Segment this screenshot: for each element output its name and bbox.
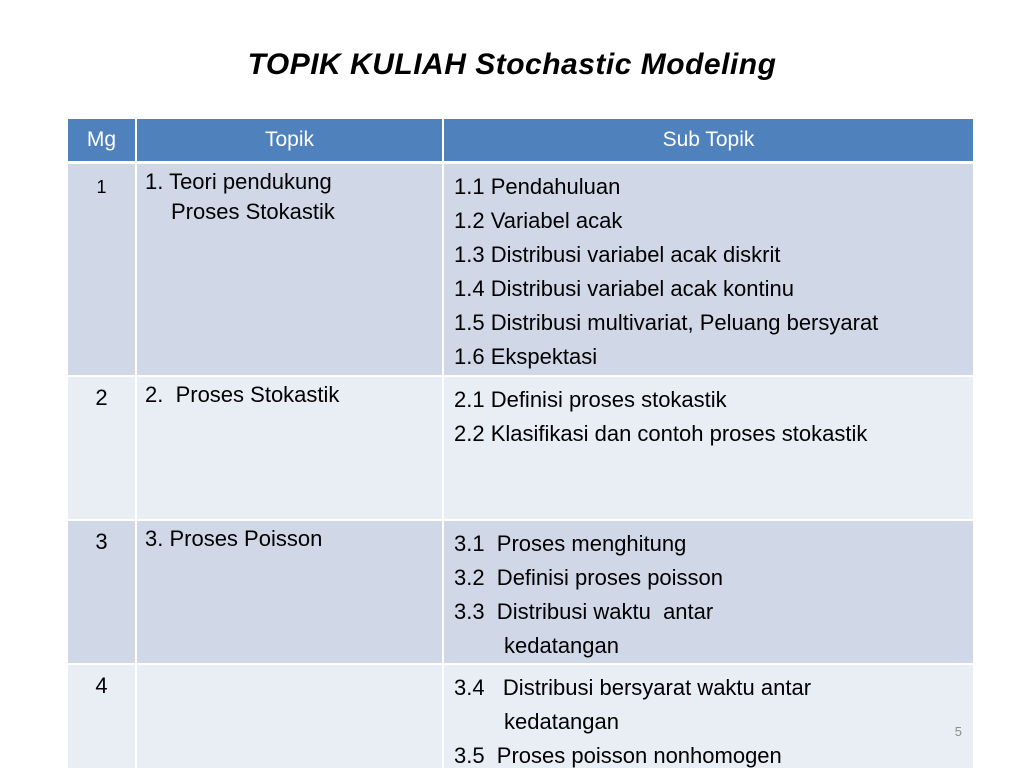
sub-topik-cell xyxy=(443,520,973,664)
table-row xyxy=(68,376,973,520)
topik-text: 2. Proses Stokastik xyxy=(145,381,340,407)
topik-text: 3. Proses Poisson xyxy=(145,525,323,551)
sub-topik-item: 1.4 Distribusi variabel acak kontinu xyxy=(454,276,794,301)
table-row xyxy=(68,520,973,664)
mg-cell: 2 xyxy=(68,376,136,520)
sub-topik-item: 3.1 Proses menghitung xyxy=(454,530,687,556)
table-row xyxy=(68,163,973,376)
sub-topik-item: 1.1 Pendahuluan xyxy=(454,174,621,199)
sub-topik-item: 2.2 Klasifikasi dan contoh proses stokastik xyxy=(454,420,868,446)
sub-topik-item: 1.2 Variabel acak xyxy=(454,208,623,233)
page-number: 5 xyxy=(954,724,962,739)
header-topik: Topik xyxy=(136,119,443,163)
mg-cell: 3 xyxy=(68,520,136,664)
topik-text-continued: Proses Stokastik xyxy=(171,199,335,224)
table-header-row xyxy=(68,119,973,163)
sub-topik-cell xyxy=(443,664,973,768)
mg-cell: 4 xyxy=(68,664,136,768)
topik-cell xyxy=(136,376,443,520)
table-row xyxy=(68,664,973,768)
topik-text: 1. Teori pendukung xyxy=(145,169,332,194)
topics-table xyxy=(68,119,973,768)
sub-topik-cell xyxy=(443,376,973,520)
mg-cell: 1 xyxy=(68,163,136,376)
sub-topik-cell xyxy=(443,163,973,376)
sub-topik-item: 3.5 Proses poisson nonhomogen xyxy=(454,742,782,768)
sub-topik-item-continued: kedatangan xyxy=(504,632,619,658)
sub-topik-item: 1.5 Distribusi multivariat, Peluang bersyarat xyxy=(454,310,879,335)
sub-topik-item-continued: kedatangan xyxy=(504,708,619,734)
header-sub-topik: Sub Topik xyxy=(443,119,973,163)
sub-topik-item: 2.1 Definisi proses stokastik xyxy=(454,386,727,412)
sub-topik-item: 1.6 Ekspektasi xyxy=(454,344,598,369)
sub-topik-item: 3.2 Definisi proses poisson xyxy=(454,564,724,590)
sub-topik-item: 1.3 Distribusi variabel acak diskrit xyxy=(454,242,781,267)
topik-cell xyxy=(136,163,443,376)
slide-title: TOPIK KULIAH Stochastic Modeling xyxy=(247,48,777,81)
sub-topik-item: 3.4 Distribusi bersyarat waktu antar xyxy=(454,674,812,700)
topik-cell xyxy=(136,520,443,664)
header-mg: Mg xyxy=(68,119,136,163)
topik-cell xyxy=(136,664,443,768)
sub-topik-item: 3.3 Distribusi waktu antar xyxy=(454,598,714,624)
